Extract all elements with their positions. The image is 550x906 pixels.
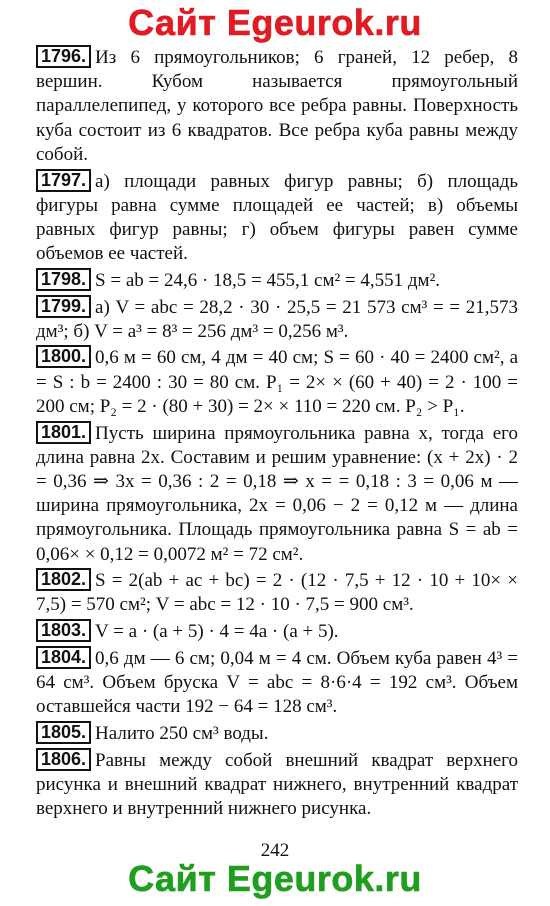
- problem-1805: [36, 721, 518, 746]
- problem-1797: [36, 169, 518, 267]
- problem-number: 1806.: [36, 748, 91, 771]
- problem-number: 1799.: [36, 295, 91, 318]
- site-watermark-bottom: Сайт Egeurok.ru: [128, 858, 422, 899]
- problem-text: Пусть ширина прямоугольника равна x, тогда его длина равна 2x. Составим и решим уравнение: (x + 2x) · 2 = 0,36 ⇒ 3x = 0,36 : 2 = 0,18 ⇒ x = = 0,18 : 3 = 0,06 м — ширина прямоугольника, 2x = 0,06 − 2 = 0,12 м — длина прямоугольника. Площадь прямоугольника равна S = ab = 0,06× × 0,12 = 0,0072 м² = 72 см².: [36, 422, 518, 565]
- problem-text: Налито 250 см³ воды.: [95, 722, 269, 744]
- problem-1806: [36, 748, 518, 822]
- problem-number: 1797.: [36, 169, 91, 192]
- problem-number: 1800.: [36, 345, 91, 368]
- problem-number: 1796.: [36, 45, 91, 68]
- problem-1802: [36, 568, 518, 617]
- problem-number: 1798.: [36, 268, 91, 291]
- problem-1799: [36, 295, 518, 344]
- problem-number: 1802.: [36, 568, 91, 591]
- problem-text: а) V = abc = 28,2 · 30 · 25,5 = 21 573 см³ = = 21,573 дм³; б) V = a³ = 8³ = 256 дм³ = 0,256 м³.: [36, 296, 518, 342]
- problem-text: Равны между собой внешний квадрат верхнего рисунка и внешний квадрат нижнего, внутренний квадрат верхнего и внутренний нижнего рисунка.: [36, 749, 518, 820]
- page-number: 242: [260, 840, 290, 861]
- problem-1796: [36, 45, 518, 167]
- problem-1800: [36, 345, 518, 419]
- problem-text: S = 2(ab + ac + bc) = 2 · (12 · 7,5 + 12 · 10 + 10× × 7,5) = 570 см²; V = abc = 12 · 10 · 7,5 = 900 см³.: [36, 570, 518, 616]
- problem-text: 0,6 дм — 6 см; 0,04 м = 4 см. Объем куба равен 4³ = 64 см³. Объем бруска V = abc = 8·6·4 = 192 см³. Объем оставшейся части 192 − 64 = 128 см³.: [36, 647, 518, 718]
- site-watermark-top: Сайт Egeurok.ru: [128, 2, 422, 43]
- problem-1804: [36, 646, 518, 720]
- problem-number: 1801.: [36, 421, 91, 444]
- problem-text: Из 6 прямоугольников; 6 граней, 12 ребер, 8 вершин. Кубом называется прямоугольный параллелепипед, у которого все ребра равны. Поверхность куба состоит из 6 квадратов. Все ребра куба равны между собой.: [36, 47, 518, 165]
- problem-1798: [36, 268, 518, 293]
- problem-number: 1804.: [36, 646, 91, 669]
- solutions-content: [36, 45, 518, 823]
- problem-text: V = a · (a + 5) · 4 = 4a · (a + 5).: [95, 621, 339, 643]
- problem-number: 1805.: [36, 721, 91, 744]
- problem-1801: [36, 421, 518, 567]
- problem-number: 1803.: [36, 619, 91, 642]
- problem-text: а) площади равных фигур равны; б) площадь фигуры равна сумме площадей ее частей; в) объемы равных фигур равны; г) объем фигуры равен сумме объемов ее частей.: [36, 170, 518, 265]
- problem-text: 0,6 м = 60 см, 4 дм = 40 см; S = 60 · 40 = 2400 см², a = S : b = 2400 : 30 = 80 см. P₁ = 2× × (60 + 40) = 2 · 100 = 200 см; P₂ = 2 · (80 + 30) = 2× × 110 = 220 см. P₂ > P₁.: [36, 347, 518, 417]
- problem-1803: [36, 619, 518, 644]
- problem-text: S = ab = 24,6 · 18,5 = 455,1 см² = 4,551 дм².: [95, 269, 441, 291]
